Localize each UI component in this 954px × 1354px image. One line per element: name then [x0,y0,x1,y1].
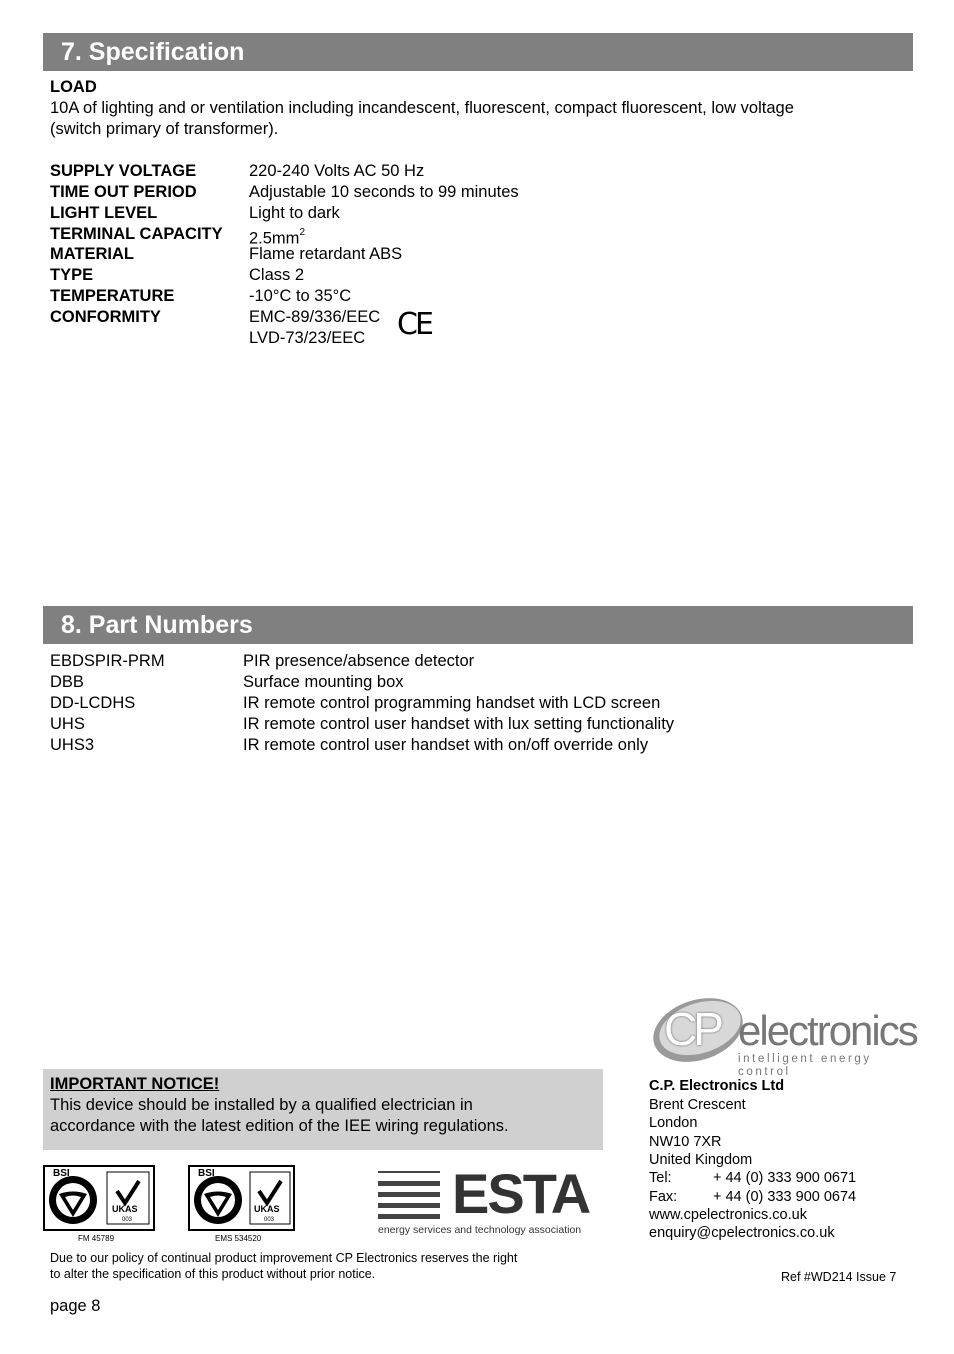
bsi-ukas-cert-ems [188,1165,295,1231]
tel-label: Tel: [649,1170,672,1186]
notice-line-1: This device should be installed by a qualified electrician in [50,1096,473,1114]
company-name: C.P. Electronics Ltd [649,1078,785,1094]
logo-tagline: intelligent energy control [738,1053,872,1078]
part-desc: PIR presence/absence detector [243,652,475,670]
spec-key: TERMINAL CAPACITY [50,225,223,243]
tel-line [649,1169,856,1188]
part-code: DBB [50,673,84,691]
cp-electronics-logo [650,992,917,1078]
spec-key: CONFORMITY [50,308,161,326]
logo-cp-text: CP [664,1003,720,1055]
part-desc: IR remote control programming handset with LCD screen [243,694,661,712]
disclaimer-line-1: Due to our policy of continual product improvement CP Electronics reserves the right [50,1251,518,1265]
spec-value: Flame retardant ABS [249,245,403,263]
address-line: Brent Crescent [649,1097,746,1113]
spec-key: LIGHT LEVEL [50,204,158,222]
tel-number: + 44 (0) 333 900 0671 [713,1170,857,1186]
part-code: UHS3 [50,736,95,754]
address-line: NW10 7XR [649,1134,722,1150]
logo-electronics-text: electronics [738,1007,917,1054]
spec-value: LVD-73/23/EEC [249,329,366,347]
ukas-code: 003 [122,1217,133,1223]
disclaimer-line-2: to alter the specification of this product without prior notice. [50,1267,376,1281]
website-link[interactable]: www.cpelectronics.co.uk [649,1207,807,1223]
spec-key: SUPPLY VOLTAGE [50,162,197,180]
load-label: LOAD [50,78,97,96]
esta-stripes-icon [378,1171,442,1219]
spec-value: -10°C to 35°C [249,287,352,305]
spec-key: MATERIAL [50,245,135,263]
spec-value: Class 2 [249,266,305,284]
email-link[interactable]: enquiry@cpelectronics.co.uk [649,1225,835,1241]
load-text-line-1: 10A of lighting and or ventilation including incandescent, fluorescent, compact fluorescent, low voltage [50,99,794,117]
ukas-code: 003 [264,1217,275,1223]
ukas-text: UKAS [254,1204,280,1214]
superscript: 2 [299,227,305,238]
important-notice [43,1069,603,1150]
part-desc: IR remote control user handset with lux setting functionality [243,715,675,733]
page-number: page 8 [50,1297,101,1315]
part-code: DD-LCDHS [50,694,136,712]
spec-value: Light to dark [249,204,340,222]
notice-line-2: accordance with the latest edition of the IEE wiring regulations. [50,1117,509,1135]
part-code: UHS [50,715,85,733]
terminal-capacity-value: 2.5mm [249,229,300,248]
spec-value: Adjustable 10 seconds to 99 minutes [249,183,519,201]
esta-tagline: energy services and technology association [378,1224,582,1236]
document-reference: Ref #WD214 Issue 7 [781,1270,897,1284]
fax-line [649,1188,856,1207]
ems-number: EMS 534520 [215,1234,262,1243]
fax-number: + 44 (0) 333 900 0674 [713,1189,857,1205]
part-desc: Surface mounting box [243,673,404,691]
esta-name: ESTA [452,1162,590,1225]
fax-label: Fax: [649,1189,678,1205]
bsi-ukas-cert-fm [43,1165,155,1231]
fm-number: FM 45789 [78,1234,115,1243]
specification-heading: 7. Specification [43,33,913,71]
spec-key: TIME OUT PERIOD [50,183,197,201]
notice-title: IMPORTANT NOTICE! [50,1075,220,1093]
ukas-text: UKAS [112,1204,138,1214]
spec-value: 220-240 Volts AC 50 Hz [249,162,425,180]
ce-mark-icon: CE [397,307,431,342]
part-code: EBDSPIR-PRM [50,652,165,670]
bsi-text: BSI [53,1168,70,1179]
spec-key: TEMPERATURE [50,287,175,305]
esta-logo [378,1162,598,1240]
spec-key: TYPE [50,266,94,284]
address-line: London [649,1115,698,1131]
load-text-line-2: (switch primary of transformer). [50,120,279,138]
part-numbers-heading: 8. Part Numbers [43,606,913,644]
part-desc: IR remote control user handset with on/off override only [243,736,649,754]
address-line: United Kingdom [649,1152,753,1168]
bsi-text: BSI [198,1168,215,1179]
spec-value: EMC-89/336/EEC [249,308,381,326]
